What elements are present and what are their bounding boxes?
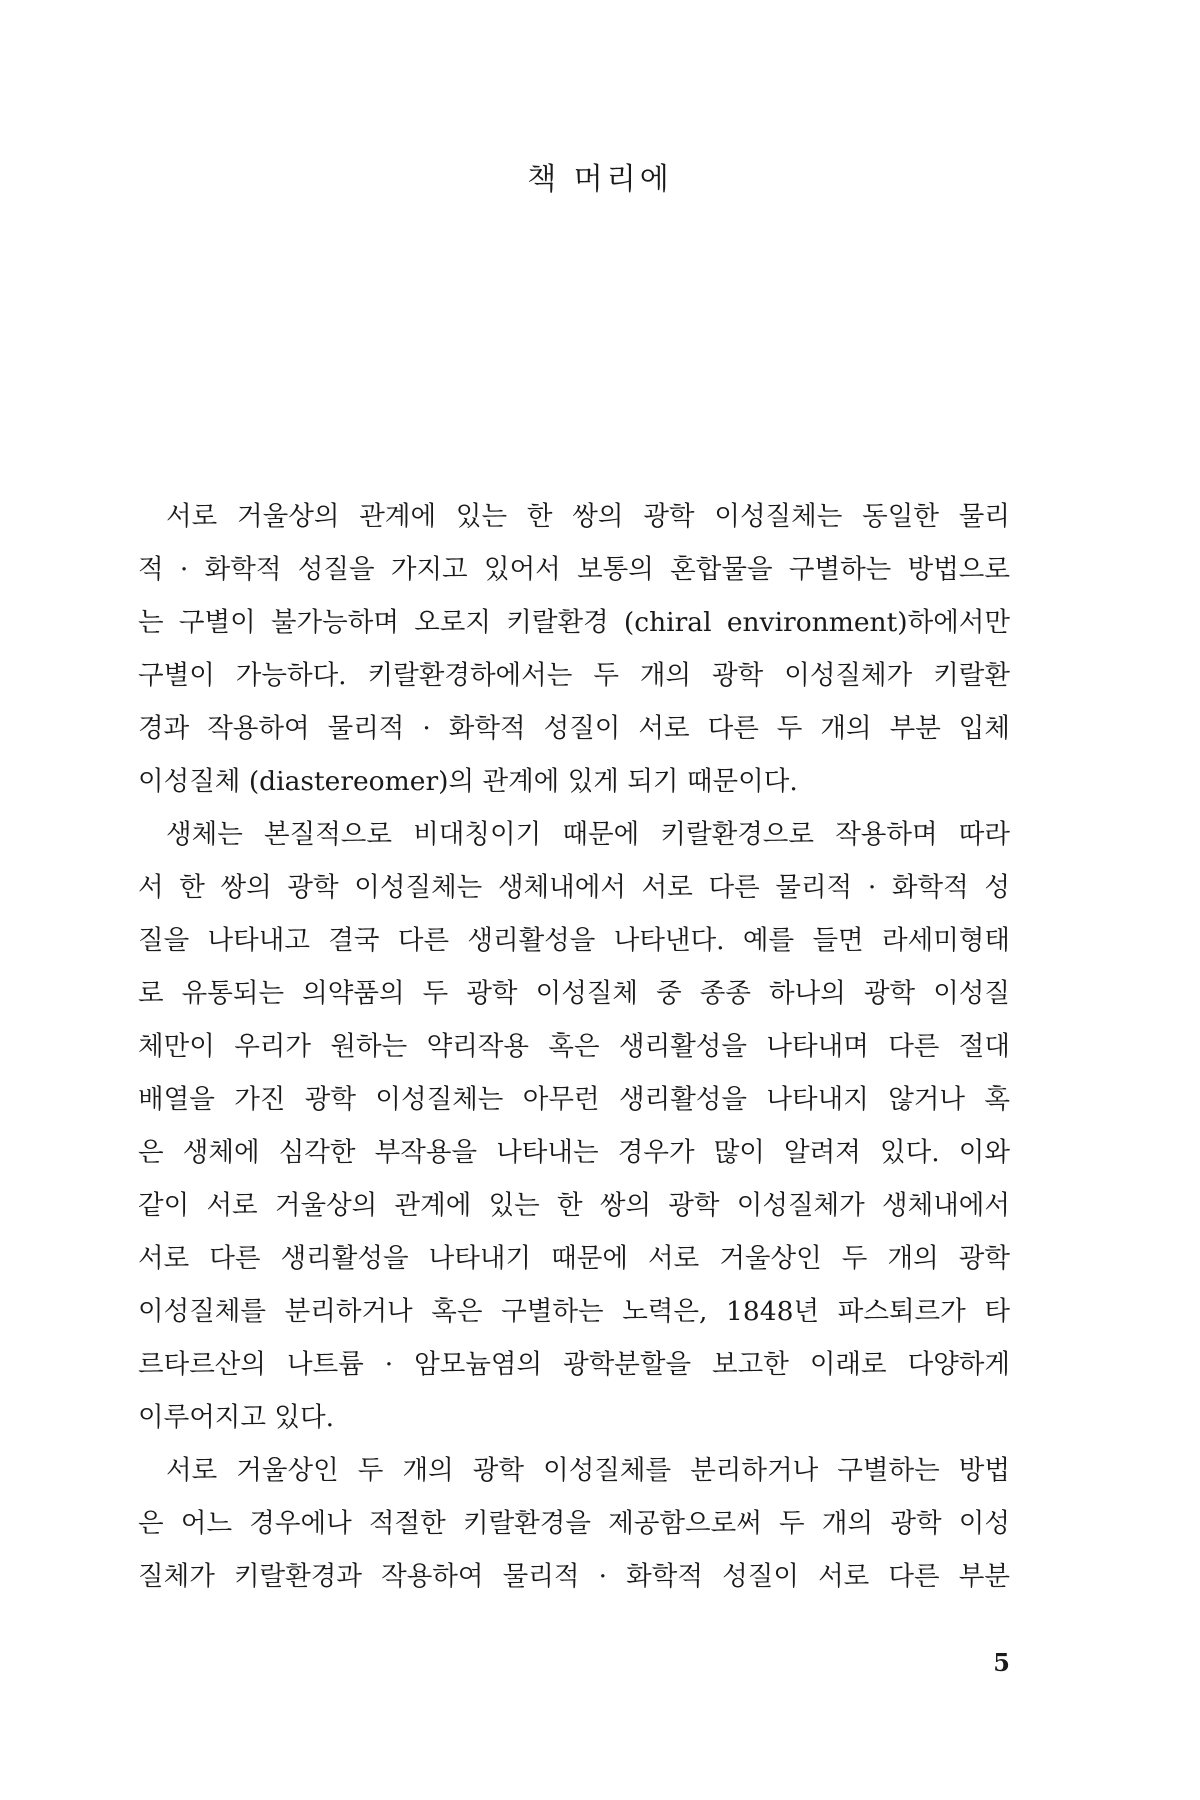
- page-title: 책 머리에: [527, 162, 673, 197]
- page-number: 5: [993, 1648, 1010, 1677]
- text-line: 이성질체 (diastereomer)의 관계에 있게 되기 때문이다.: [138, 766, 798, 797]
- text-line: 는 구별이 불가능하며 오로지 키랄환경 (chiral environment)하에서만: [138, 607, 1010, 638]
- preface-body: [138, 490, 1010, 1603]
- text-line: 질체가 키랄환경과 작용하여 물리적 · 화학적 성질이 서로 다른 부분: [138, 1561, 1010, 1592]
- text-line: 로 유통되는 의약품의 두 광학 이성질체 중 종종 하나의 광학 이성질: [138, 978, 1010, 1009]
- text-line: 같이 서로 거울상의 관계에 있는 한 쌍의 광학 이성질체가 생체내에서: [138, 1190, 1010, 1221]
- text-line: 서로 다른 생리활성을 나타내기 때문에 서로 거울상인 두 개의 광학: [138, 1243, 1010, 1274]
- text-line: 서로 거울상인 두 개의 광학 이성질체를 분리하거나 구별하는 방법: [166, 1455, 1010, 1486]
- text-line: 구별이 가능하다. 키랄환경하에서는 두 개의 광학 이성질체가 키랄환: [138, 660, 1010, 691]
- text-line: 이성질체를 분리하거나 혹은 구별하는 노력은, 1848년 파스퇴르가 타: [138, 1296, 1010, 1327]
- text-line: 체만이 우리가 원하는 약리작용 혹은 생리활성을 나타내며 다른 절대: [138, 1031, 1010, 1062]
- text-line: 경과 작용하여 물리적 · 화학적 성질이 서로 다른 두 개의 부분 입체: [138, 713, 1010, 744]
- text-line: 서로 거울상의 관계에 있는 한 쌍의 광학 이성질체는 동일한 물리: [166, 501, 1010, 532]
- text-line: 은 생체에 심각한 부작용을 나타내는 경우가 많이 알려져 있다. 이와: [138, 1137, 1010, 1168]
- text-line: 이루어지고 있다.: [138, 1402, 335, 1433]
- text-line: 적 · 화학적 성질을 가지고 있어서 보통의 혼합물을 구별하는 방법으로: [138, 554, 1010, 585]
- text-line: 르타르산의 나트륨 · 암모늄염의 광학분할을 보고한 이래로 다양하게: [138, 1349, 1010, 1380]
- text-line: 배열을 가진 광학 이성질체는 아무런 생리활성을 나타내지 않거나 혹: [138, 1084, 1010, 1115]
- text-line: 생체는 본질적으로 비대칭이기 때문에 키랄환경으로 작용하며 따라: [166, 819, 1010, 850]
- text-line: 질을 나타내고 결국 다른 생리활성을 나타낸다. 예를 들면 라세미형태: [138, 925, 1010, 956]
- text-line: 은 어느 경우에나 적절한 키랄환경을 제공함으로써 두 개의 광학 이성: [138, 1508, 1010, 1539]
- text-line: 서 한 쌍의 광학 이성질체는 생체내에서 서로 다른 물리적 · 화학적 성: [138, 872, 1010, 903]
